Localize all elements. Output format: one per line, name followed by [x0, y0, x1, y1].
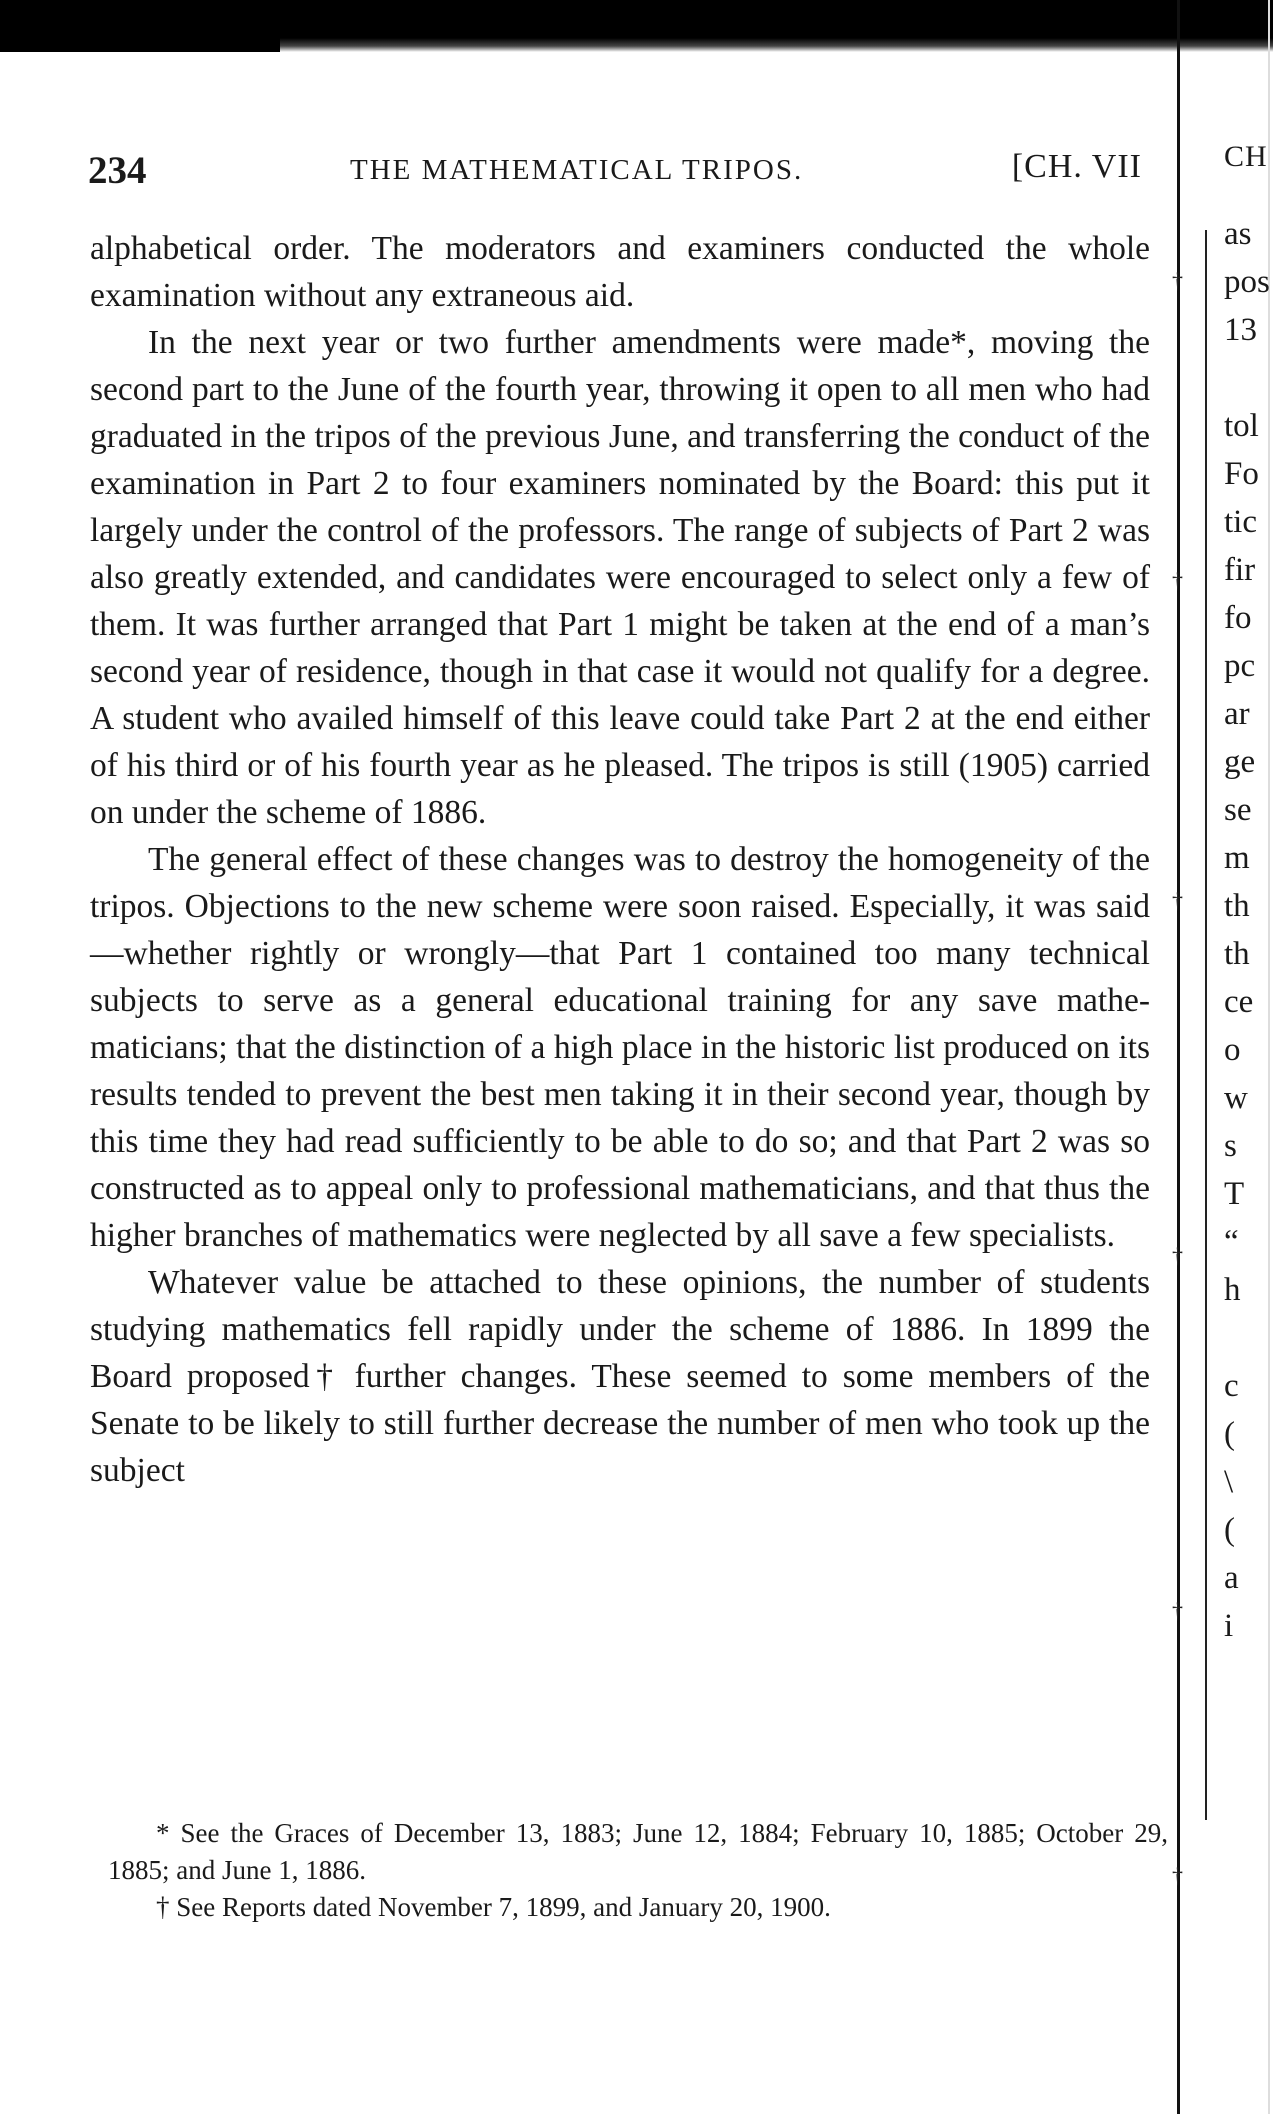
adjacent-line	[1224, 354, 1273, 402]
adjacent-line: i	[1224, 1608, 1234, 1644]
margin-mark-icon: †	[1172, 1243, 1183, 1268]
margin-mark-icon: †	[1172, 1598, 1183, 1623]
adjacent-line: ge	[1224, 744, 1256, 780]
margin-mark-icon: †	[1172, 1863, 1183, 1888]
adjacent-line: m	[1224, 840, 1250, 876]
adjacent-line	[1224, 1314, 1273, 1362]
adjacent-line: s	[1224, 1128, 1237, 1164]
margin-mark-icon: †	[1172, 568, 1183, 593]
adjacent-page-text	[1224, 210, 1273, 1644]
footnote: * See the Graces of December 13, 1883; June 12, 1884; February 10, 1885; October 29, 1885; and June 1, 1886.	[108, 1818, 1168, 1885]
adjacent-line: 13	[1224, 312, 1257, 348]
adjacent-line: T	[1224, 1176, 1245, 1212]
adjacent-line: “	[1224, 1224, 1239, 1260]
chapter-reference: [CH. VII	[1011, 148, 1142, 185]
page-header	[88, 148, 1142, 196]
adjacent-line: w	[1224, 1080, 1248, 1116]
adjacent-line: fir	[1224, 552, 1256, 588]
adjacent-line: \	[1224, 1464, 1234, 1500]
adjacent-line: o	[1224, 1032, 1241, 1068]
adjacent-line: tol	[1224, 408, 1259, 444]
adjacent-line: c	[1224, 1368, 1239, 1404]
adjacent-line: th	[1224, 936, 1250, 972]
adjacent-margin-rule	[1205, 230, 1207, 1820]
adjacent-line: pos	[1224, 264, 1270, 300]
adjacent-line: Fo	[1224, 456, 1259, 492]
adjacent-line: th	[1224, 888, 1250, 924]
scan-top-shadow-dip	[0, 38, 280, 52]
adjacent-line: fo	[1224, 600, 1252, 636]
adjacent-line: (	[1224, 1512, 1235, 1548]
adjacent-line: h	[1224, 1272, 1241, 1308]
footnotes	[108, 1815, 1168, 1926]
margin-mark-icon: †	[1172, 888, 1183, 913]
adjacent-page-header: CH	[1224, 140, 1268, 173]
main-text	[90, 225, 1150, 1494]
paragraph: Whatever value be attached to these opinions, the number of students studying mathematics fell rapidly under the scheme of 1886. In 1899 the Board proposed† further changes. These seemed to some members of the Senate to be likely to still further decrease the number of men who took up the subject	[90, 1264, 1150, 1489]
paragraph: The general effect of these changes was to destroy the homogeneity of the tripos. Objections to the new scheme were soon raised. Especially, it was said—whether rightly or wrongly—that Part 1 contained too many technical subjects to serve as a general educational training for any save mathematicians; that the distinction of a high place in the historic list produced on its results tended to prevent the best men taking it in their second year, though by this time they had read sufficiently to be able to do so; and that Part 2 was so constructed as to appeal only to professional mathematicians, and that thus the higher branches of mathematics were neglected by all save a few specialists.	[90, 841, 1150, 1254]
adjacent-line: a	[1224, 1560, 1239, 1596]
adjacent-line: as	[1224, 216, 1252, 252]
adjacent-line: (	[1224, 1416, 1235, 1452]
adjacent-line: ar	[1224, 696, 1250, 732]
adjacent-line: se	[1224, 792, 1252, 828]
running-title: THE MATHEMATICAL TRIPOS.	[350, 154, 804, 186]
adjacent-line: ce	[1224, 984, 1254, 1020]
adjacent-line: tic	[1224, 504, 1257, 540]
page-gutter-edge	[1177, 0, 1180, 2114]
margin-mark-icon: †	[1172, 268, 1183, 293]
page-number: 234	[88, 149, 147, 192]
paragraph: In the next year or two further amendments were made*, moving the second part to the June of the fourth year, throwing it open to all men who had graduated in the tripos of the previous June, and transferring the conduct of the examination in Part 2 to four examiners nominated by the Board: this put it largely under the control of the professors. The range of subjects of Part 2 was also greatly extended, and candidates were encouraged to select only a few of them. It was further arranged that Part 1 might be taken at the end of a man’s second year of residence, though in that case it would not qualify for a degree. A student who availed himself of this leave could take Part 2 at the end either of his third or of his fourth year as he pleased. The tripos is still (1905) carried on under the scheme of 1886.	[90, 324, 1150, 831]
adjacent-line: pc	[1224, 648, 1256, 684]
paragraph: alphabetical order. The moderators and examiners conducted the whole examination without any extraneous aid.	[90, 230, 1150, 314]
footnote: † See Reports dated November 7, 1899, and January 20, 1900.	[156, 1892, 831, 1922]
